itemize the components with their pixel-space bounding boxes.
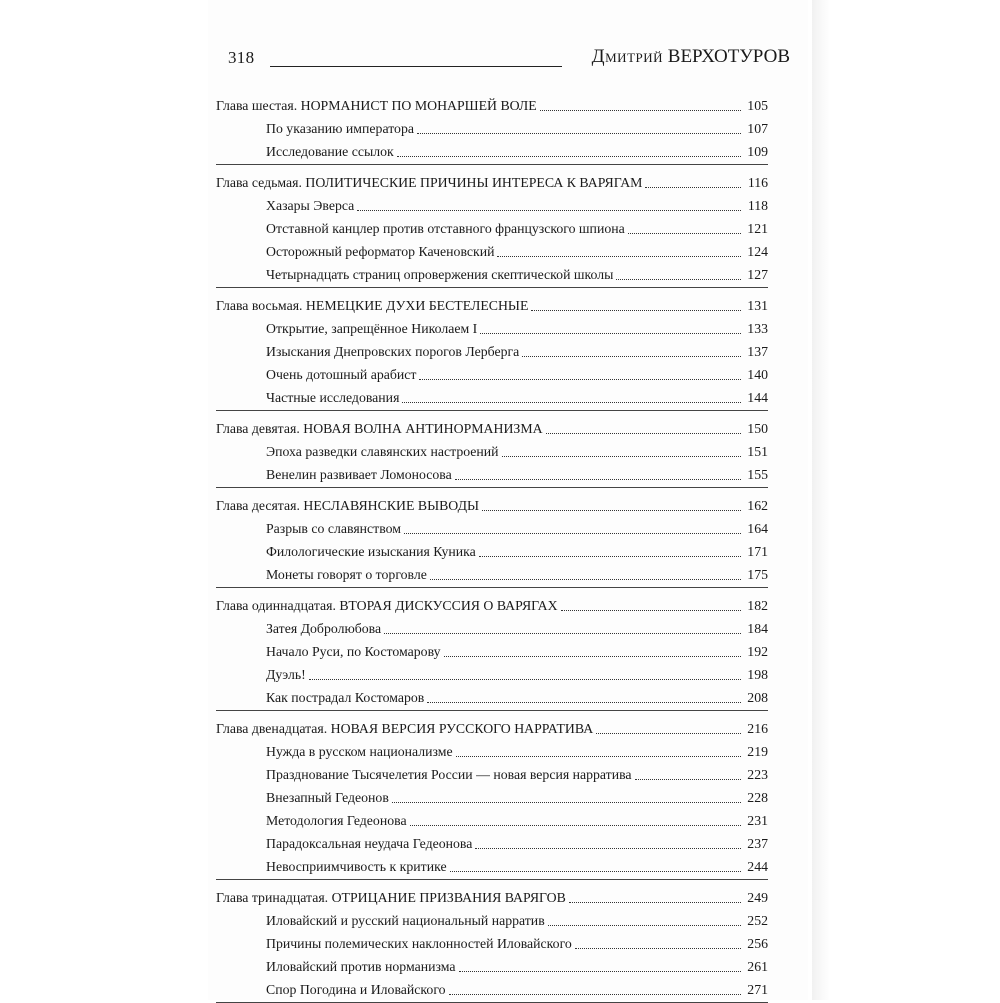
section-entry-page: 107: [747, 121, 768, 136]
section-entry: [216, 515, 768, 538]
section-entry-page: 261: [747, 959, 768, 974]
section-entry: [216, 261, 768, 284]
section-entry-page: 171: [747, 544, 768, 559]
chapter-entry-title: Глава десятая. НЕСЛАВЯНСКИЕ ВЫВОДЫ: [216, 498, 480, 513]
section-entry-title: Открытие, запрещённое Николаем I: [266, 321, 478, 336]
section-entry-page: 208: [747, 690, 768, 705]
dot-leader: [417, 133, 741, 134]
section-entry: [216, 953, 768, 976]
book-page: [208, 0, 808, 1000]
section-entry: [216, 738, 768, 761]
section-entry-title: Иловайский против норманизма: [266, 959, 456, 974]
section-entry-page: 237: [747, 836, 768, 851]
dot-leader: [628, 233, 741, 234]
chapter-entry-title: Глава седьмая. ПОЛИТИЧЕСКИЕ ПРИЧИНЫ ИНТЕРЕСА К ВАРЯГАМ: [216, 175, 643, 190]
chapter-entry-page: 150: [747, 421, 768, 436]
section-entry-title: Как пострадал Костомаров: [266, 690, 425, 705]
section-entry: [216, 807, 768, 830]
chapter-entry: [216, 715, 768, 738]
chapter-entry-page: 249: [747, 890, 768, 905]
author-first-name: Дмитрий: [591, 46, 664, 67]
dot-leader: [450, 871, 741, 872]
chapter-entry: [216, 492, 768, 515]
dot-leader: [616, 279, 741, 280]
dot-leader: [455, 479, 741, 480]
chapter-entry-page: 162: [747, 498, 768, 513]
section-entry-page: 184: [747, 621, 768, 636]
section-entry-title: Методология Гедеонова: [266, 813, 407, 828]
dot-leader: [596, 733, 741, 734]
section-entry-page: 252: [747, 913, 768, 928]
section-entry-title: Внезапный Гедеонов: [266, 790, 389, 805]
chapter-entry-title: Глава девятая. НОВАЯ ВОЛНА АНТИНОРМАНИЗМА: [216, 421, 543, 436]
dot-leader: [497, 256, 741, 257]
dot-leader: [548, 925, 741, 926]
section-entry-title: Дуэль!: [266, 667, 306, 682]
dot-leader: [546, 433, 741, 434]
toc-chapter: [216, 165, 768, 288]
chapter-entry-page: 131: [747, 298, 768, 313]
section-entry: [216, 338, 768, 361]
chapter-entry-page: 216: [747, 721, 768, 736]
page-edge-shadow: [812, 0, 830, 1000]
section-entry-title: Хазары Эверса: [266, 198, 355, 213]
dot-leader: [502, 456, 741, 457]
toc-chapter: [216, 411, 768, 488]
dot-leader: [561, 610, 741, 611]
toc-chapter: [216, 288, 768, 411]
dot-leader: [430, 579, 741, 580]
chapter-entry-title: Глава тринадцатая. ОТРИЦАНИЕ ПРИЗВАНИЯ ВАРЯГОВ: [216, 890, 566, 905]
section-entry-title: Филологические изыскания Куника: [266, 544, 476, 559]
section-entry-title: Осторожный реформатор Каченовский: [266, 244, 495, 259]
section-entry-page: 164: [747, 521, 768, 536]
table-of-contents: [216, 88, 768, 1003]
section-entry-page: 198: [747, 667, 768, 682]
header-rule: [270, 66, 562, 67]
author-last-name: ВЕРХОТУРОВ: [667, 46, 790, 67]
section-entry: [216, 192, 768, 215]
section-entry: [216, 538, 768, 561]
section-entry-page: 271: [747, 982, 768, 997]
toc-chapter: [216, 711, 768, 880]
dot-leader: [357, 210, 741, 211]
section-entry: [216, 461, 768, 484]
toc-chapter: [216, 880, 768, 1003]
section-entry-title: Частные исследования: [266, 390, 400, 405]
dot-leader: [427, 702, 741, 703]
dot-leader: [480, 333, 741, 334]
section-entry-page: 124: [747, 244, 768, 259]
section-entry-title: Исследование ссылок: [266, 144, 394, 159]
section-entry: [216, 830, 768, 853]
section-entry-title: Начало Руси, по Костомарову: [266, 644, 441, 659]
running-head-author: [592, 46, 790, 68]
chapter-entry: [216, 92, 768, 115]
section-entry: [216, 638, 768, 661]
section-entry-page: 256: [747, 936, 768, 951]
chapter-entry-title: Глава шестая. НОРМАНИСТ ПО МОНАРШЕЙ ВОЛЕ: [216, 98, 537, 113]
chapter-entry-page: 105: [747, 98, 768, 113]
section-entry-page: 133: [747, 321, 768, 336]
section-entry-title: Причины полемических наклонностей Иловайского: [266, 936, 572, 951]
section-entry-page: 151: [747, 444, 768, 459]
section-entry: [216, 976, 768, 999]
dot-leader: [397, 156, 741, 157]
section-entry-title: Иловайский и русский национальный нарратив: [266, 913, 545, 928]
dot-leader: [459, 971, 741, 972]
toc-chapter: [216, 488, 768, 588]
section-entry-page: 121: [747, 221, 768, 236]
section-entry: [216, 561, 768, 584]
section-entry-page: 231: [747, 813, 768, 828]
dot-leader: [384, 633, 741, 634]
section-entry-title: Парадоксальная неудача Гедеонова: [266, 836, 473, 851]
section-entry: [216, 215, 768, 238]
toc-chapter: [216, 588, 768, 711]
chapter-entry: [216, 884, 768, 907]
section-entry-title: По указанию императора: [266, 121, 414, 136]
dot-leader: [635, 779, 741, 780]
section-entry: [216, 138, 768, 161]
dot-leader: [522, 356, 741, 357]
page-number: 318: [228, 48, 255, 67]
section-entry: [216, 615, 768, 638]
dot-leader: [309, 679, 741, 680]
section-entry: [216, 761, 768, 784]
dot-leader: [402, 402, 741, 403]
section-entry-page: 155: [747, 467, 768, 482]
section-entry: [216, 853, 768, 876]
section-entry-page: 140: [747, 367, 768, 382]
section-entry: [216, 384, 768, 407]
chapter-entry-title: Глава двенадцатая. НОВАЯ ВЕРСИЯ РУССКОГО НАРРАТИВА: [216, 721, 594, 736]
dot-leader: [540, 110, 741, 111]
section-entry-page: 228: [747, 790, 768, 805]
dot-leader: [392, 802, 741, 803]
section-entry-page: 175: [747, 567, 768, 582]
dot-leader: [456, 756, 741, 757]
section-entry-title: Монеты говорят о торговле: [266, 567, 427, 582]
running-head: [228, 42, 790, 72]
section-entry-title: Четырнадцать страниц опровержения скептической школы: [266, 267, 614, 282]
section-entry-page: 127: [747, 267, 768, 282]
dot-leader: [410, 825, 741, 826]
chapter-entry-title: Глава одиннадцатая. ВТОРАЯ ДИСКУССИЯ О ВАРЯГАХ: [216, 598, 558, 613]
section-entry-page: 118: [747, 198, 768, 213]
section-entry-title: Нужда в русском национализме: [266, 744, 453, 759]
dot-leader: [645, 187, 741, 188]
dot-leader: [404, 533, 741, 534]
section-entry-title: Затея Добролюбова: [266, 621, 382, 636]
chapter-entry: [216, 415, 768, 438]
chapter-entry-title: Глава восьмая. НЕМЕЦКИЕ ДУХИ БЕСТЕЛЕСНЫЕ: [216, 298, 529, 313]
section-entry-title: Эпоха разведки славянских настроений: [266, 444, 499, 459]
section-entry: [216, 907, 768, 930]
section-entry-title: Разрыв со славянством: [266, 521, 401, 536]
section-entry-title: Венелин развивает Ломоносова: [266, 467, 452, 482]
dot-leader: [482, 510, 741, 511]
chapter-entry-page: 116: [747, 175, 768, 190]
section-entry: [216, 238, 768, 261]
section-entry-title: Празднование Тысячелетия России — новая версия нарратива: [266, 767, 632, 782]
section-entry: [216, 115, 768, 138]
dot-leader: [475, 848, 741, 849]
section-entry-title: Отставной канцлер против отставного французского шпиона: [266, 221, 625, 236]
dot-leader: [479, 556, 741, 557]
section-entry-title: Очень дотошный арабист: [266, 367, 417, 382]
section-entry: [216, 684, 768, 707]
dot-leader: [419, 379, 741, 380]
section-entry: [216, 930, 768, 953]
chapter-entry: [216, 292, 768, 315]
section-entry-page: 192: [747, 644, 768, 659]
dot-leader: [531, 310, 741, 311]
toc-chapter: [216, 88, 768, 165]
section-entry: [216, 315, 768, 338]
dot-leader: [569, 902, 741, 903]
section-entry: [216, 661, 768, 684]
dot-leader: [444, 656, 741, 657]
section-entry-page: 144: [747, 390, 768, 405]
chapter-entry-page: 182: [747, 598, 768, 613]
section-entry-page: 244: [747, 859, 768, 874]
section-entry-title: Невосприимчивость к критике: [266, 859, 447, 874]
dot-leader: [575, 948, 741, 949]
section-entry: [216, 438, 768, 461]
section-entry-page: 137: [747, 344, 768, 359]
chapter-entry: [216, 169, 768, 192]
section-entry-title: Изыскания Днепровских порогов Лерберга: [266, 344, 520, 359]
section-entry-page: 109: [747, 144, 768, 159]
section-entry: [216, 784, 768, 807]
dot-leader: [449, 994, 741, 995]
section-entry: [216, 361, 768, 384]
chapter-entry: [216, 592, 768, 615]
section-entry-page: 223: [747, 767, 768, 782]
section-entry-page: 219: [747, 744, 768, 759]
section-entry-title: Спор Погодина и Иловайского: [266, 982, 446, 997]
